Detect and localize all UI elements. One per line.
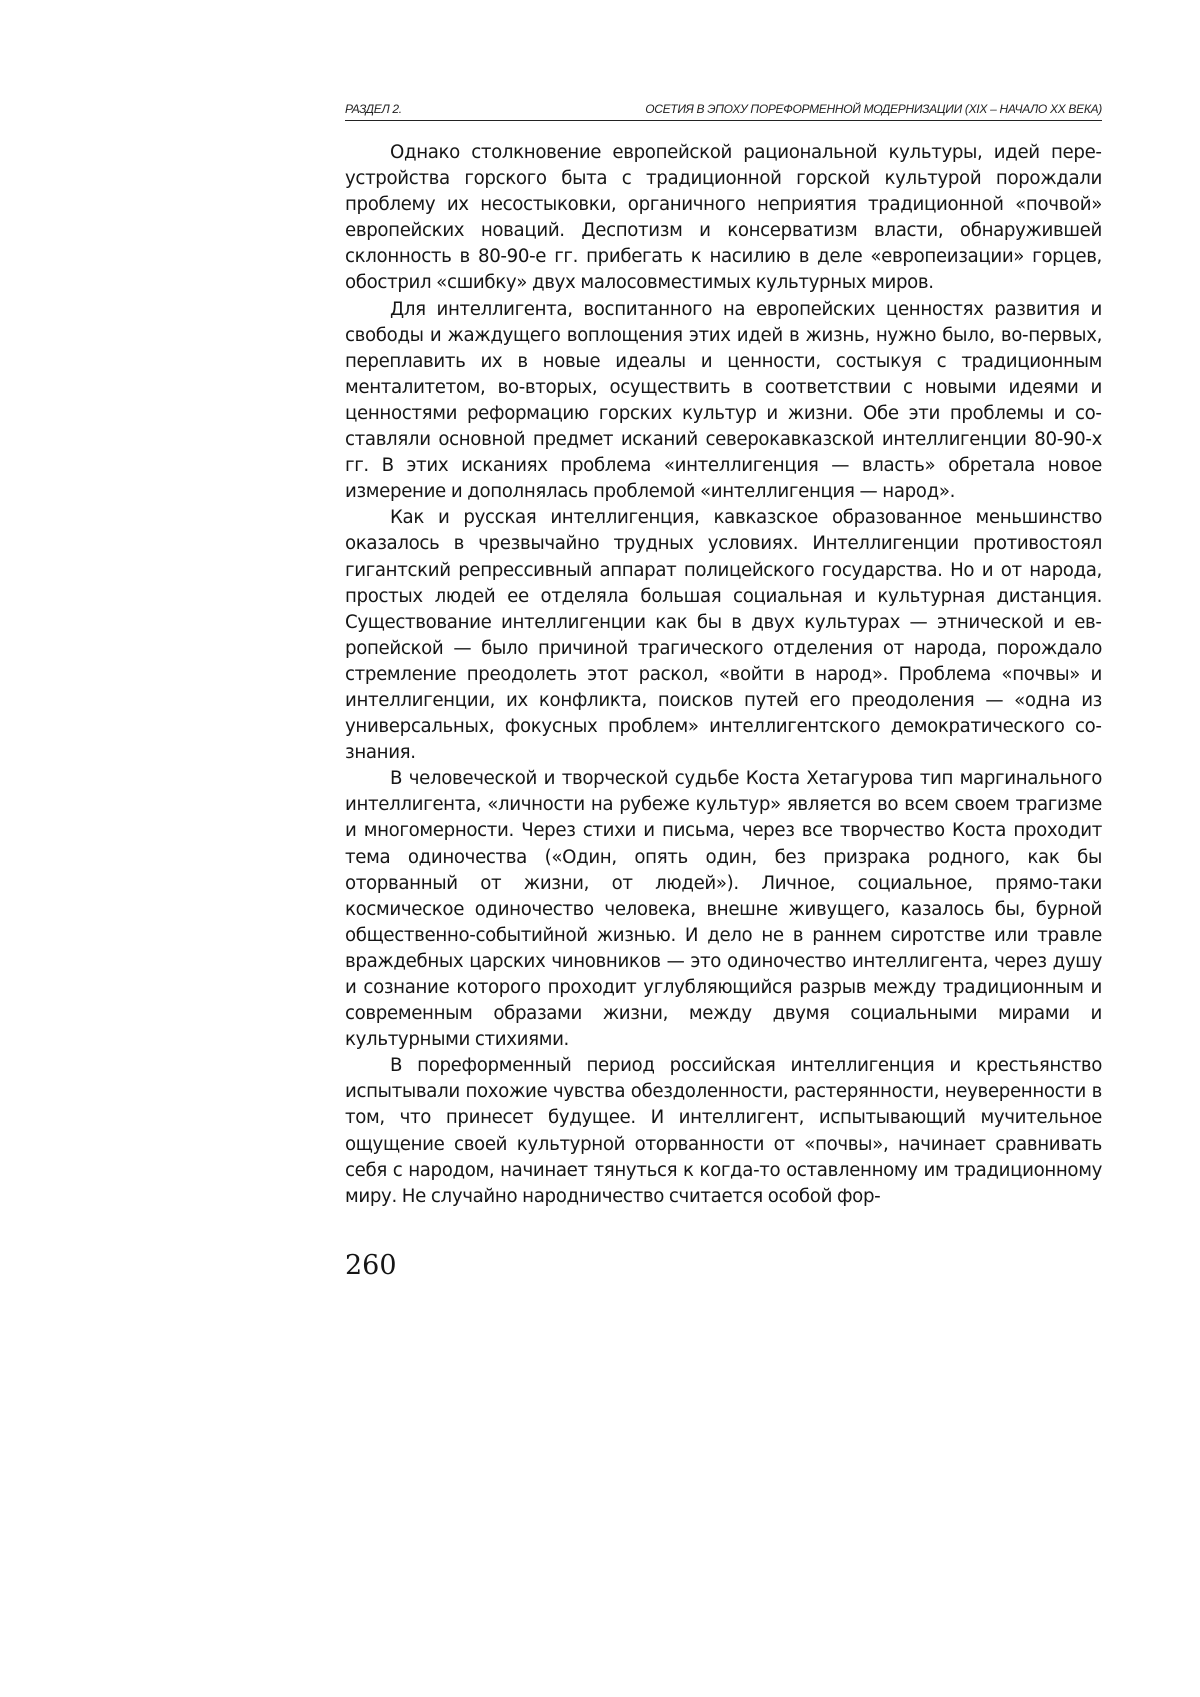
page-number: 260 — [345, 1250, 397, 1281]
chapter-title: ОСЕТИЯ В ЭПОХУ ПОРЕФОРМЕННОЙ МОДЕРНИЗАЦИИ (XIX – НАЧАЛО XX ВЕКА) — [645, 102, 1102, 116]
section-label: РАЗДЕЛ 2. — [345, 102, 402, 116]
paragraph-5: В пореформенный период российская интеллигенция и крестьянство испытывали похожие чувства обездоленности, растерянности, неуверен­ности в том, что принесет будущее. И интеллигент, испытывающий мучи­тельное ощущение своей культурной оторванности от «почвы», начинает сравнивать себя с народом, начинает тянуться к когда-то оставленному им традиционному миру. Не случайно народничество считается особой фор- — [345, 1053, 1102, 1210]
paragraph-2: Для интеллигента, воспитанного на европейских ценностях развития и свободы и жаждущего воплощения этих идей в жизнь, нужно было, во-первых, переплавить их в новые идеалы и ценности, состыкуя с традицион­ным менталитетом, во-вторых, осуществить в соответствии с новыми идеями и ценностями реформацию горских культур и жизни. Обе эти проблемы и со­ставляли основной предмет исканий северокавказской интеллигенции 80-90-х гг. В этих исканиях проблема «интеллигенция — власть» обретала новое измерение и дополнялась проблемой «интеллигенция — народ». — [345, 297, 1102, 506]
body-text — [345, 140, 1102, 1210]
paragraph-3: Как и русская интеллигенция, кавказское образованное меньшинство оказалось в чрезвычайно трудных условиях. Интеллигенции противостоял гигантский репрессивный аппарат полицейского государства. Но и от наро­да, простых людей ее отделяла большая социальная и культурная дистанция. Существование интеллигенции как бы в двух культурах — этнической и ев­ропейской — было причиной трагического отделения от народа, порожда­ло стремление преодолеть этот раскол, «войти в народ». Проблема «почвы» и интеллигенции, их конфликта, поисков путей его преодоления — «одна из универсальных, фокусных проблем» интеллигентского демократического со­знания. — [345, 505, 1102, 766]
paragraph-4: В человеческой и творческой судьбе Коста Хетагурова тип маргиналь­ного интеллигента, «личности на рубеже культур» является во всем своем трагизме и многомерности. Через стихи и письма, через все творчество Ко­ста проходит тема одиночества («Один, опять один, без призрака родного, как бы оторванный от жизни, от людей»). Личное, социальное, прямо-таки космическое одиночество человека, внешне живущего, казалось бы, бурной общественно-событийной жизнью. И дело не в раннем сиротстве или травле враждебных царских чиновников — это одиночество интеллигента, через душу и сознание которого проходит углубляющийся разрыв между традици­онным и современным образами жизни, между двумя социальными мирами и культурными стихиями. — [345, 766, 1102, 1053]
running-header — [345, 100, 1102, 121]
paragraph-1: Однако столкновение европейской рациональной культуры, идей пере­устройства горского быта с традиционной горской культурой порождали проблему их несостыковки, органичного неприятия традиционной «по­чвой» европейских новаций. Деспотизм и консерватизм власти, обнаружив­шей склонность в 80-90-е гг. прибегать к насилию в деле «европеизации» горцев, обострил «сшибку» двух малосовместимых культурных миров. — [345, 140, 1102, 297]
